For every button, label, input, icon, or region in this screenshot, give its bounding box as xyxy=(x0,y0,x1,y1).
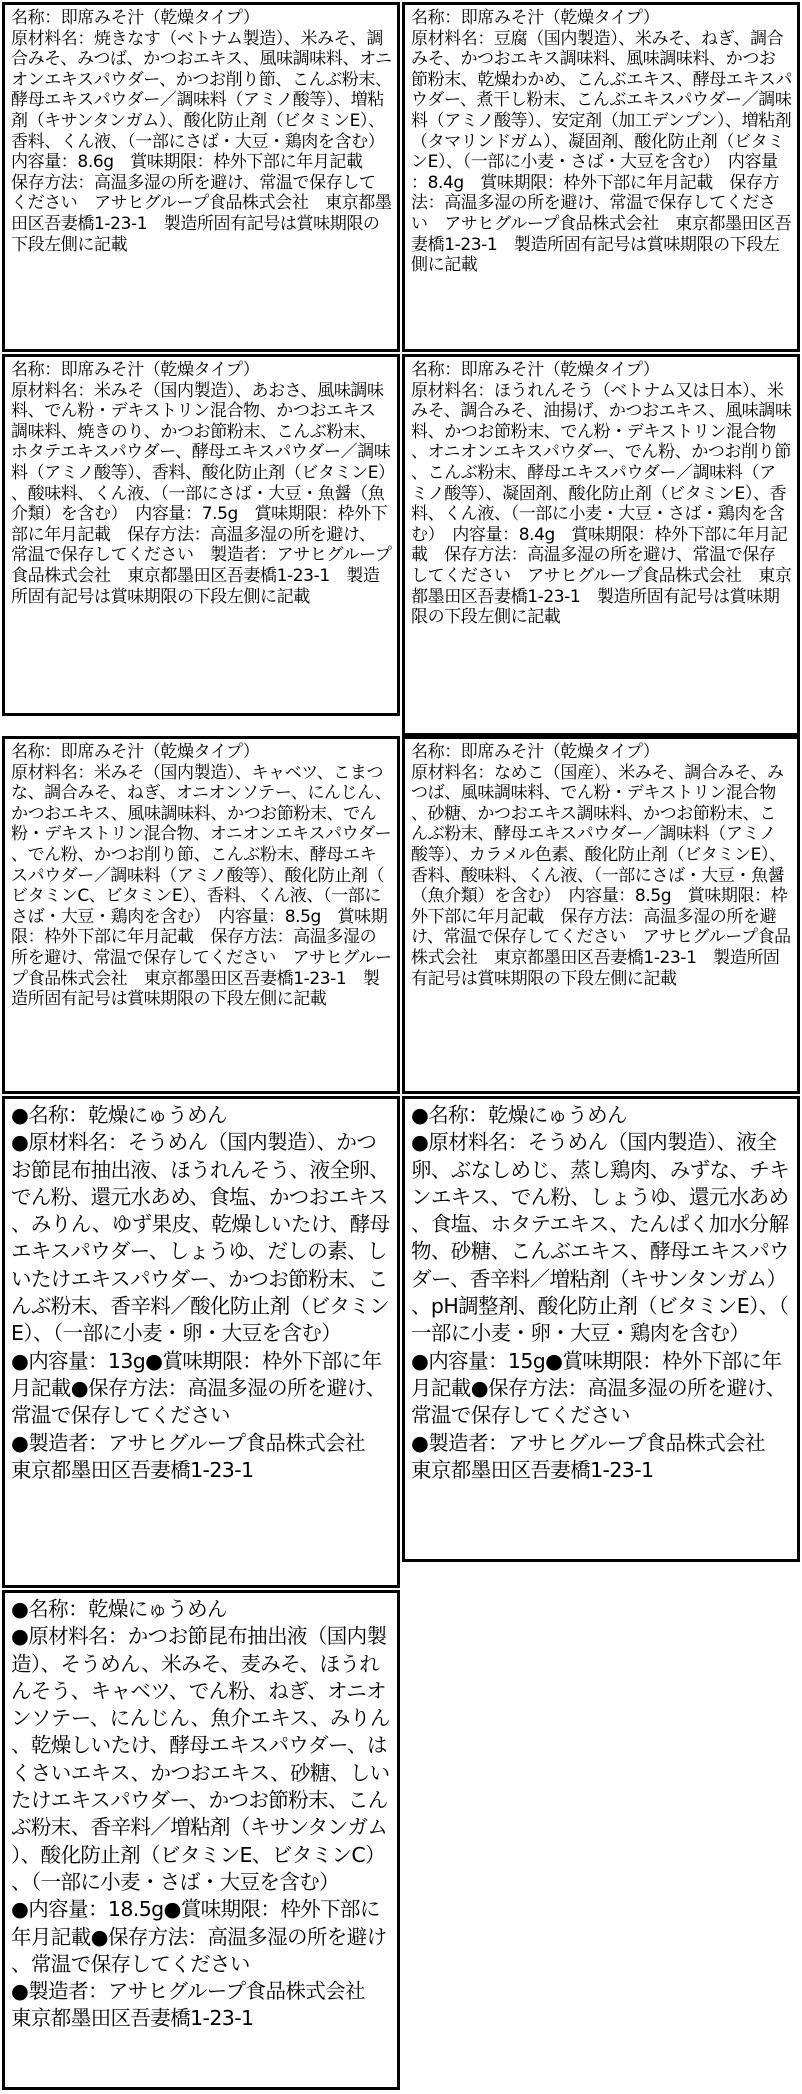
label-body-text: 原材料名：焼きなす（ベトナム製造）、米みそ、調合みそ、みつば、かつおエキス、風味調味料、オニオンエキスパウダー、かつお削り節、こんぶ粉末、酵母エキスパウダー／調味料（アミノ酸等）、増粘剤（キサンタンガム）、酸化防止剤（ビタミンE）、香料、くん液、（一部にさば・大豆・鶏肉を含む） 内容量：8.6g 賞味期限：枠外下部に年月記載 保存方法：高温多湿の所を避け、常温で保存してください アサヒグループ食品株式会社 東京都墨田区吾妻橋1-23-1 製造所固有記号は賞味期限の下段左側に記載 xyxy=(11,28,393,255)
label-name-line: 名称：即席みそ汁（乾燥タイプ） xyxy=(411,742,660,762)
label-body-text: 原材料名：ほうれんそう（ベトナム又は日本）、米みそ、調合みそ、油揚げ、かつおエキス、風味調味料、かつお節粉末、でん粉・デキストリン混合物、オニオンエキスパウダー、でん粉、かつお削り節、こんぶ粉末、酵母エキスパウダー／調味料（アミノ酸等）、凝固剤、酸化防止剤（ビタミンE）、香料、くん液、（一部に小麦・大豆・さば・鶏肉を含む） 内容量：8.4g 賞味期限：枠外下部に年月記載 保存方法：高温多湿の所を避け、常温で保存してください アサヒグループ食品株式会社 東京都墨田区吾妻橋1-23-1 製造所固有記号は賞味期限の下段左側に記載 xyxy=(411,380,792,628)
label-name-line: ●名称：乾燥にゅうめん xyxy=(11,1103,227,1127)
label-box-nyumen-chicken xyxy=(402,1096,800,1562)
label-ingredients-line: ●原材料名：そうめん（国内製造）、液全卵、ぶなしめじ、蒸し鶏肉、みずな、チキンエキス、でん粉、しょうゆ、還元水あめ、食塩、ホタテエキス、たんぱく加水分解物、砂糖、こんぶエキス、酵母エキスパウダー、香辛料／増粘剤（キサンタンガム）、pH調整剤、酸化防止剤（ビタミンE）、（一部に小麦・卵・大豆・鶏肉を含む） xyxy=(411,1130,790,1346)
label-storage-line: ●内容量：18.5g●賞味期限：枠外下部に年月記載●保存方法：高温多湿の所を避け、常温で保存してください xyxy=(11,1897,387,1976)
label-name-line: ●名称：乾燥にゅうめん xyxy=(411,1103,627,1127)
label-name-line: 名称：即席みそ汁（乾燥タイプ） xyxy=(11,360,260,380)
label-name-line: ●名称：乾燥にゅうめん xyxy=(11,1597,227,1621)
label-ingredients-line: ●原材料名：かつお節昆布抽出液（国内製造）、そうめん、米みそ、麦みそ、ほうれんそう、キャベツ、でん粉、ねぎ、オニオンソテー、にんじん、魚介エキス、みりん、乾燥しいたけ、酵母エキスパウダー、はくさいエキス、かつおエキス、砂糖、しいたけエキスパウダー、かつお節粉末、こんぶ粉末、香辛料／増粘剤（キサンタンガム）、酸化防止剤（ビタミンE、ビタミンC）、（一部に小麦・さば・大豆を含む） xyxy=(11,1624,390,1894)
label-body-text: 原材料名：米みそ（国内製造）、キャベツ、こまつな、調合みそ、ねぎ、オニオンソテー、にんじん、かつおエキス、風味調味料、かつお節粉末、でん粉・デキストリン混合物、オニオンエキスパウダー、でん粉、かつお削り節、こんぶ粉末、酵母エキスパウダー／調味料（アミノ酸等）、酸化防止剤（ビタミンC、ビタミンE）、香料、くん液、（一部にさば・大豆・鶏肉を含む） 内容量：8.5g 賞味期限：枠外下部に年月記載 保存方法：高温多湿の所を避け、常温で保存してください アサヒグループ食品株式会社 東京都墨田区吾妻橋1-23-1 製造所固有記号は賞味期限の下段左側に記載 xyxy=(11,762,392,1010)
label-storage-line: ●内容量：15g●賞味期限：枠外下部に年月記載●保存方法：高温多湿の所を避け、常温で保存してください xyxy=(411,1348,786,1428)
label-body-text: 原材料名：豆腐（国内製造）、米みそ、ねぎ、調合みそ、かつおエキス調味料、風味調味料、かつお節粉末、乾燥わかめ、こんぶエキス、酵母エキスパウダー、煮干し粉末、こんぶエキスパウダー／調味料（アミノ酸等）、安定剤（加工デンプン）、増粘剤（タマリンドガム）、凝固剤、酸化防止剤（ビタミンE）、（一部に小麦・さば・大豆を含む） 内容量：8.4g 賞味期限：枠外下部に年月記載 保存方法：高温多湿の所を避け、常温で保存してください アサヒグループ食品株式会社 東京都墨田区吾妻橋1-23-1 製造所固有記号は賞味期限の下段左側に記載 xyxy=(411,28,792,276)
label-manufacturer-line: ●製造者：アサヒグループ食品株式会社 東京都墨田区吾妻橋1-23-1 xyxy=(11,1979,385,2031)
label-name-line: 名称：即席みそ汁（乾燥タイプ） xyxy=(411,360,660,380)
label-box-miso-eggplant xyxy=(2,2,400,352)
label-manufacturer-line: ●製造者：アサヒグループ食品株式会社 東京都墨田区吾妻橋1-23-1 xyxy=(411,1430,785,1482)
label-box-nyumen-yuzu xyxy=(2,1096,400,1588)
label-manufacturer-line: ●製造者：アサヒグループ食品株式会社 東京都墨田区吾妻橋1-23-1 xyxy=(11,1430,385,1482)
label-name-line: 名称：即席みそ汁（乾燥タイプ） xyxy=(11,742,260,762)
label-box-miso-spinach xyxy=(402,354,800,736)
label-box-miso-tofu xyxy=(402,2,800,352)
label-storage-line: ●内容量：13g●賞味期限：枠外下部に年月記載●保存方法：高温多湿の所を避け、常温で保存してください xyxy=(11,1348,386,1428)
label-body-text: 原材料名：なめこ（国産）、米みそ、調合みそ、みつば、風味調味料、でん粉・デキストリン混合物、砂糖、かつおエキス調味料、かつお節粉末、こんぶ粉末、酵母エキスパウダー／調味料（アミノ酸等）、カラメル色素、酸化防止剤（ビタミンE）、香料、酸味料、くん液、（一部にさば・大豆・魚醤（魚介類）を含む） 内容量：8.5g 賞味期限：枠外下部に年月記載 保存方法：高温多湿の所を避け、常温で保存してください アサヒグループ食品株式会社 東京都墨田区吾妻橋1-23-1 製造所固有記号は賞味期限の下段左側に記載 xyxy=(411,762,791,989)
label-box-nyumen-miso xyxy=(2,1590,400,2090)
label-name-line: 名称：即席みそ汁（乾燥タイプ） xyxy=(11,8,260,28)
label-box-miso-aosa xyxy=(2,354,400,716)
label-box-miso-nameko xyxy=(402,736,800,1094)
label-body-text: 原材料名：米みそ（国内製造）、あおさ、風味調味料、でん粉・デキストリン混合物、かつおエキス調味料、焼きのり、かつお節粉末、こんぶ粉末、ホタテエキスパウダー、酵母エキスパウダー／調味料（アミノ酸等）、香料、酸化防止剤（ビタミンE）、酸味料、くん液、（一部にさば・大豆・魚醤（魚介類）を含む） 内容量：7.5g 賞味期限：枠外下部に年月記載 保存方法：高温多湿の所を避け、常温で保存してください 製造者：アサヒグループ食品株式会社 東京都墨田区吾妻橋1-23-1 製造所固有記号は賞味期限の下段左側に記載 xyxy=(11,380,392,607)
label-name-line: 名称：即席みそ汁（乾燥タイプ） xyxy=(411,8,660,28)
label-box-miso-cabbage xyxy=(2,736,400,1094)
label-ingredients-line: ●原材料名：そうめん（国内製造）、かつお節昆布抽出液、ほうれんそう、液全卵、でん粉、還元水あめ、食塩、かつおエキス、みりん、ゆず果皮、乾燥しいたけ、酵母エキスパウダー、しょうゆ、だしの素、しいたけエキスパウダー、かつお節粉末、こんぶ粉末、香辛料／酸化防止剤（ビタミンE）、（一部に小麦・卵・大豆を含む） xyxy=(11,1130,390,1346)
